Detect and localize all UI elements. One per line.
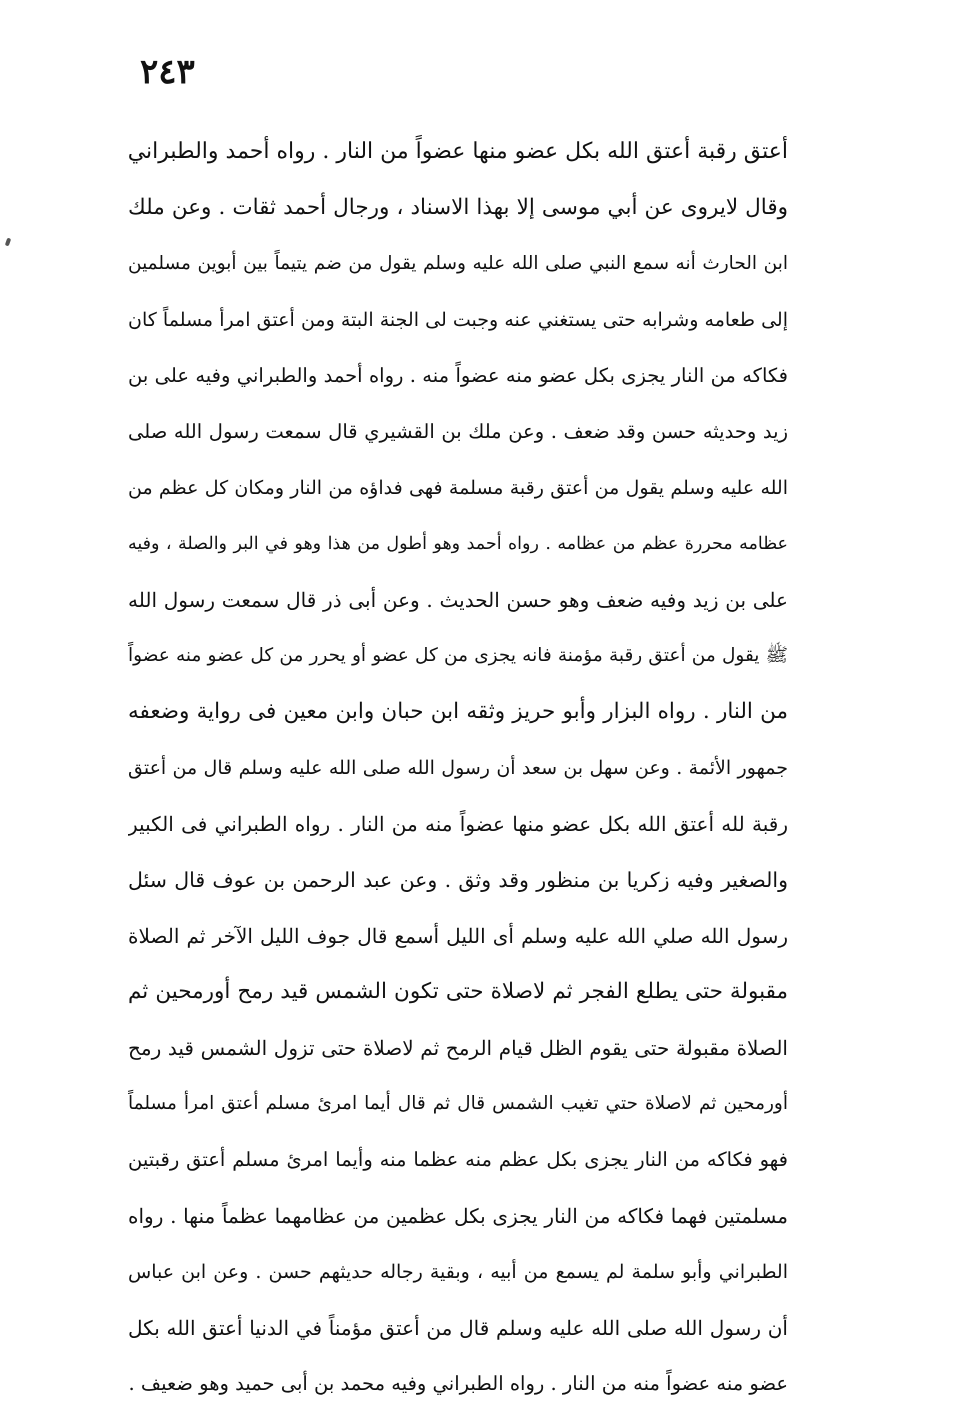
text-line: الصلاة مقبولة حتى يقوم الظل قيام الرمح ثم لاصلاة حتى تزول الشمس قيد رمح bbox=[128, 1036, 788, 1060]
text-line: عضو منه عضواً منه من النار . رواه الطبراني وفيه محمد بن أبى حميد وهو ضعيف . bbox=[128, 1372, 788, 1395]
text-line: مقبولة حتى يطلع الفجر ثم لاصلاة حتى تكون الشمس قيد رمح أورمحين ثم bbox=[128, 979, 788, 1004]
text-line: إلى طعامه وشرابه حتى يستغني عنه وجبت لى الجنة البتة ومن أعتق امرأ مسلماً كان bbox=[128, 309, 788, 331]
text-line: ﷺ يقول من أعتق رقبة مؤمنة فانه يجزى من كل عضو أو يحرر من كل عضو منه عضواً bbox=[128, 645, 788, 666]
text-line: أورمحين ثم لاصلاة حتي تغيب الشمس قال ثم قال أيما امرئ مسلم أعتق امرأ مسلماً bbox=[128, 1093, 788, 1114]
text-line: أن رسول الله صلى الله عليه وسلم قال من أعتق مؤمناً في الدنيا أعتق الله بكل bbox=[128, 1316, 788, 1340]
text-line: عظامه محررة عظم من عظامه . رواه أحمد وهو أطول من هذا وهو في البر والصلة ، وفيه bbox=[128, 534, 788, 554]
text-line: وقال لايروى عن أبي موسى إلا بهذا الاسناد ، ورجال أحمد ثقات . وعن ملك bbox=[128, 195, 788, 220]
text-line: زيد وحديثه حسن وقد ضعف . وعن ملك بن القشيري قال سمعت رسول الله صلى bbox=[128, 420, 788, 443]
text-line: من النار . رواه البزار وأبو حريز وثقه ابن حبان وابن معين فى رواية وضعفه bbox=[128, 699, 788, 724]
text-line: جمهور الأئمة . وعن سهل بن سعد أن رسول الله صلى الله عليه وسلم قال من أعتق bbox=[128, 757, 788, 779]
text-line: الطبراني وأبو سلمة لم يسمع من أبيه ، وبقية رجاله حديثهم حسن . وعن ابن عباس bbox=[128, 1261, 788, 1283]
text-line: أعتق رقبة أعتق الله بكل عضو منها عضواً من النار . رواه أحمد والطبراني bbox=[128, 139, 788, 164]
text-line: فهو فكاكه من النار يجزى بكل عظم منه عظما منه وأيما امرئ مسلم أعتق رقبتين bbox=[128, 1148, 788, 1171]
text-line: الله عليه وسلم يقول من أعتق رقبة مسلمة فهى فداؤه من النار ومكان كل عظم من bbox=[128, 477, 788, 499]
page-number: ٢٤٣ bbox=[140, 52, 195, 92]
text-line: رسول الله صلي الله عليه وسلم أى الليل أسمع قال جوف الليل الآخر ثم الصلاة bbox=[128, 924, 788, 948]
text-line: فكاكه من النار يجزى بكل عضو منه عضواً منه . رواه أحمد والطبراني وفيه على بن bbox=[128, 364, 788, 387]
text-line: والصغير وفيه زكريا بن منظور وقد وثق . وعن عبد الرحمن بن عوف قال سئل bbox=[128, 868, 788, 892]
text-line: ابن الحارث أنه سمع النبي صلى الله عليه وسلم يقول من ضم يتيماً بين أبوين مسلمين bbox=[128, 253, 788, 274]
text-line: رقبة لله أعتق الله بكل عضو منها عضواً منه من النار . رواه الطبراني فى الكبير bbox=[128, 812, 788, 836]
body-text bbox=[128, 124, 788, 1412]
margin-mark bbox=[5, 238, 11, 247]
text-line: مسلمتين فهما فكاكه من النار يجزى بكل عظمين من عظامهما عظماً منها . رواه bbox=[128, 1204, 788, 1228]
text-line: على بن زيد وفيه ضعف وهو حسن الحديث . وعن أبى ذر قال سمعت رسول الله bbox=[128, 588, 788, 612]
